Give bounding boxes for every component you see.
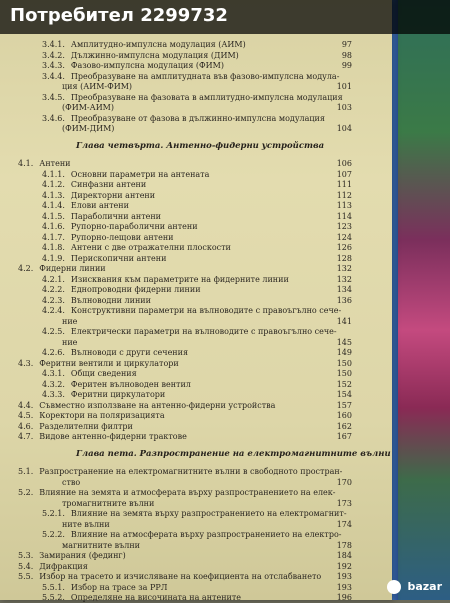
toc-page-number: 150	[336, 369, 352, 378]
toc-title: Влияние на атмосферата върху разпространението на електро-	[70, 530, 342, 539]
toc-entry	[42, 348, 352, 358]
toc-entry	[42, 285, 352, 295]
toc-entry	[42, 296, 352, 306]
toc-page-number: 107	[336, 169, 352, 179]
toc-title: Определяне на височината на антените	[70, 593, 242, 602]
toc-entry	[42, 380, 352, 390]
toc-entry	[42, 180, 352, 190]
toc-number: 4.3.	[18, 358, 34, 368]
toc-title: Разделителни филтри	[39, 421, 133, 431]
toc-number: 4.2.6.	[42, 348, 65, 357]
toc-entry	[42, 93, 352, 103]
bazar-logo-text: bazar	[407, 580, 442, 593]
toc-page-number: 196	[336, 593, 352, 602]
toc-entry	[18, 467, 352, 477]
toc-entry	[62, 499, 352, 509]
toc-title: ция (АИМ-ФИМ)	[62, 82, 133, 91]
toc-title: Феритни циркулатори	[70, 390, 166, 399]
toc-number: 5.5.	[18, 572, 34, 581]
toc-entry	[18, 411, 352, 421]
toc-title: Перископични антени	[70, 253, 167, 263]
toc-page-number: 126	[336, 243, 352, 252]
toc-title: Замирания (фединг)	[39, 551, 126, 560]
toc-number: 4.2.2.	[42, 285, 65, 294]
toc-page-number: 111	[336, 180, 352, 189]
chapter-heading: Глава четвърта. Антенно-фидерни устройства	[76, 140, 325, 151]
toc-page-number: 152	[336, 379, 352, 389]
toc-number: 4.1.9.	[42, 253, 65, 263]
toc-number: 4.1.4.	[42, 201, 65, 210]
toc-entry	[42, 51, 352, 61]
chapter-heading: Глава пета. Разпространение на електромагнитните вълни	[76, 448, 391, 459]
toc-title: Антени с две отражателни плоскости	[70, 243, 231, 252]
toc-number: 4.1.2.	[42, 180, 65, 189]
toc-title: Основни параметри на антената	[70, 169, 210, 179]
toc-page-number: 178	[336, 540, 352, 550]
toc-title: тромагнитните вълни	[62, 498, 155, 508]
toc-page-number: 136	[336, 295, 352, 305]
toc-title: Феритни вентили и циркулатори	[39, 358, 179, 368]
toc-title: (ФИМ-ДИМ)	[62, 124, 115, 133]
toc-page-number: 112	[336, 190, 352, 200]
toc-page-number: 145	[336, 337, 352, 347]
toc-entry	[42, 170, 352, 180]
toc-number: 4.1.	[18, 159, 34, 168]
toc-title: ните вълни	[62, 519, 110, 529]
toc-title: Коректори на поляризацията	[39, 411, 165, 420]
toc-entry	[18, 159, 352, 169]
toc-number: 4.7.	[18, 432, 34, 441]
toc-number: 4.3.1.	[42, 369, 65, 378]
toc-page-number: 132	[336, 274, 352, 284]
toc-entry	[62, 317, 352, 327]
toc-entry	[42, 61, 352, 71]
toc-page-number: 123	[336, 222, 352, 231]
toc-entry	[42, 593, 352, 603]
toc-page-number: 97	[341, 40, 352, 49]
toc-title: Дължинно-импулсна модулация (ДИМ)	[70, 50, 239, 60]
toc-number: 4.1.6.	[42, 222, 65, 231]
toc-number: 4.1.5.	[42, 211, 65, 221]
toc-entry	[42, 233, 352, 243]
toc-entry	[62, 520, 352, 530]
toc-entry	[18, 264, 352, 274]
toc-title: (ФИМ-АИМ)	[62, 103, 114, 112]
toc-number: 4.6.	[18, 421, 34, 431]
toc-title: Изисквания към параметрите на фидерните линии	[70, 274, 289, 284]
seller-name: Потребител 2299732	[10, 5, 228, 26]
toc-title: ство	[62, 477, 81, 487]
toc-title: Елови антени	[70, 201, 129, 210]
toc-number: 4.1.3.	[42, 190, 65, 200]
toc-entry	[18, 432, 352, 442]
toc-title: магнитните вълни	[62, 540, 140, 550]
toc-page-number: 132	[336, 264, 352, 273]
toc-page-number: 150	[336, 358, 352, 368]
toc-page-number: 162	[336, 421, 352, 431]
toc-title: Антени	[39, 159, 71, 168]
toc-entry	[42, 369, 352, 379]
toc-entry	[42, 327, 352, 337]
seller-banner	[0, 0, 450, 34]
toc-entry	[18, 572, 352, 582]
toc-number: 4.3.3.	[42, 390, 65, 399]
toc-number: 3.4.2.	[42, 50, 65, 60]
toc-page-number: 170	[336, 477, 352, 487]
toc-title: Влияние на земята върху разпространението на електромагнит-	[70, 509, 347, 518]
toc-number: 4.3.2.	[42, 379, 65, 389]
toc-page-number: 157	[336, 400, 352, 410]
toc-title: ние	[62, 337, 78, 347]
toc-title: Амплитудно-импулсна модулация (АИМ)	[70, 40, 246, 49]
toc-title: Избор на трасе за РРЛ	[70, 582, 168, 592]
toc-entry	[18, 562, 352, 572]
toc-title: Параболични антени	[70, 211, 162, 221]
toc-page-number: 124	[336, 232, 352, 242]
toc-entry	[62, 124, 352, 134]
toc-entry	[62, 541, 352, 551]
toc-entry	[42, 390, 352, 400]
toc-title: Рупорно-параболични антени	[70, 222, 198, 231]
toc-title: Конструктивни параметри на вълноводите с правоъгълно сече-	[70, 306, 342, 315]
toc-page-number: 99	[341, 61, 352, 70]
toc-title: Феритен вълноводен вентил	[70, 379, 191, 389]
toc-entry	[42, 243, 352, 253]
toc-title: Синфазни антени	[70, 180, 147, 189]
toc-page-number: 113	[336, 201, 352, 210]
toc-entry	[62, 338, 352, 348]
toc-title: Електрически параметри на вълноводите с правоъгълно сече-	[70, 327, 337, 336]
toc-title: Преобразуване на фазовата в амплитудно-импулсна модулация	[70, 92, 343, 102]
toc-number: 4.2.4.	[42, 306, 65, 315]
toc-number: 3.4.1.	[42, 40, 65, 49]
toc-title: Директорни антени	[70, 190, 156, 200]
toc-number: 5.5.2.	[42, 593, 65, 602]
toc-number: 3.4.3.	[42, 61, 65, 70]
toc-page-number: 174	[336, 519, 352, 529]
toc-page-number: 193	[336, 582, 352, 592]
toc-page-number: 173	[336, 498, 352, 508]
toc-number: 5.2.1.	[42, 509, 65, 518]
toc-page-number: 134	[336, 285, 352, 294]
toc-title: Преобразуване от фазова в дължинно-импулсна модулация	[70, 113, 325, 123]
bazar-logo	[387, 580, 442, 594]
toc-title: Фидерни линии	[39, 264, 106, 273]
toc-page-number: 149	[336, 348, 352, 357]
toc-number: 5.5.1.	[42, 582, 65, 592]
toc-entry	[42, 40, 352, 50]
toc-number: 5.3.	[18, 551, 34, 560]
toc-page-number: 160	[336, 411, 352, 420]
toc-entry	[62, 103, 352, 113]
toc-entry	[42, 583, 352, 593]
toc-entry	[18, 359, 352, 369]
toc-entry	[42, 530, 352, 540]
toc-page-number: 192	[336, 561, 352, 571]
toc-number: 4.1.1.	[42, 169, 65, 179]
toc-number: 3.4.5.	[42, 92, 65, 102]
toc-entry	[42, 191, 352, 201]
toc-page-number: 104	[336, 124, 352, 133]
toc-entry	[18, 488, 352, 498]
toc-number: 5.4.	[18, 561, 34, 571]
toc-page-number: 167	[336, 432, 352, 441]
toc-title: Фазово-импулсна модулация (ФИМ)	[70, 61, 224, 70]
toc-entry	[42, 201, 352, 211]
toc-title: Видове антенно-фидерни трактове	[39, 432, 187, 441]
toc-number: 4.5.	[18, 411, 34, 420]
toc-number: 5.1.	[18, 467, 34, 476]
toc-title: Избор на трасето и изчисляване на коефициента на отслабването	[39, 572, 322, 581]
toc-entry	[42, 222, 352, 232]
toc-title: Еднопроводни фидерни линии	[70, 285, 201, 294]
toc-title: Вълноводни линии	[70, 295, 151, 305]
toc-title: Дифракция	[39, 561, 88, 571]
toc-entry	[18, 401, 352, 411]
toc-title: Преобразуване на амплитудната във фазово-импулсна модула-	[70, 71, 340, 81]
toc-page-number: 184	[336, 551, 352, 560]
toc-number: 4.1.7.	[42, 232, 65, 242]
toc-number: 3.4.6.	[42, 113, 65, 123]
toc-page-number: 128	[336, 253, 352, 263]
toc-title: Рупорно-лещови антени	[70, 232, 174, 242]
toc-title: Общи сведения	[70, 369, 137, 378]
toc-entry	[18, 551, 352, 561]
toc-number: 4.2.5.	[42, 327, 65, 336]
toc-entry	[62, 82, 352, 92]
toc-title: Съвместно използване на антенно-фидерни устройства	[39, 400, 276, 410]
toc-entry	[62, 478, 352, 488]
toc-entry	[42, 212, 352, 222]
toc-entry	[42, 114, 352, 124]
toc-entry	[42, 509, 352, 519]
toc-number: 4.2.1.	[42, 274, 65, 284]
toc-number: 3.4.4.	[42, 71, 65, 81]
toc-title: Влияние на земята и атмосферата върху разпространението на елек-	[39, 488, 336, 497]
toc-page-number: 114	[336, 211, 352, 221]
toc-title: Разпространение на електромагнитните вълни в свободното простран-	[39, 467, 343, 476]
toc-page-number: 98	[341, 50, 352, 60]
toc-entry	[42, 254, 352, 264]
bazar-icon	[387, 580, 401, 594]
toc-entry	[42, 72, 352, 82]
toc-number: 4.2.3.	[42, 295, 65, 305]
toc-number: 4.2.	[18, 264, 34, 273]
toc-title: Вълноводи с други сечения	[70, 348, 189, 357]
toc-page-number: 106	[336, 159, 352, 168]
toc-page-number: 141	[336, 316, 352, 326]
toc-number: 4.1.8.	[42, 243, 65, 252]
toc-page-number: 154	[336, 390, 352, 399]
toc-page-number: 103	[336, 103, 352, 112]
toc-entry	[18, 422, 352, 432]
toc-title: ние	[62, 316, 78, 326]
toc-entry	[42, 306, 352, 316]
toc-number: 5.2.2.	[42, 530, 65, 539]
toc-number: 4.4.	[18, 400, 34, 410]
toc-number: 5.2.	[18, 488, 34, 497]
toc-page-number: 193	[336, 572, 352, 581]
toc-entry	[42, 275, 352, 285]
toc-page-number: 101	[336, 82, 352, 91]
